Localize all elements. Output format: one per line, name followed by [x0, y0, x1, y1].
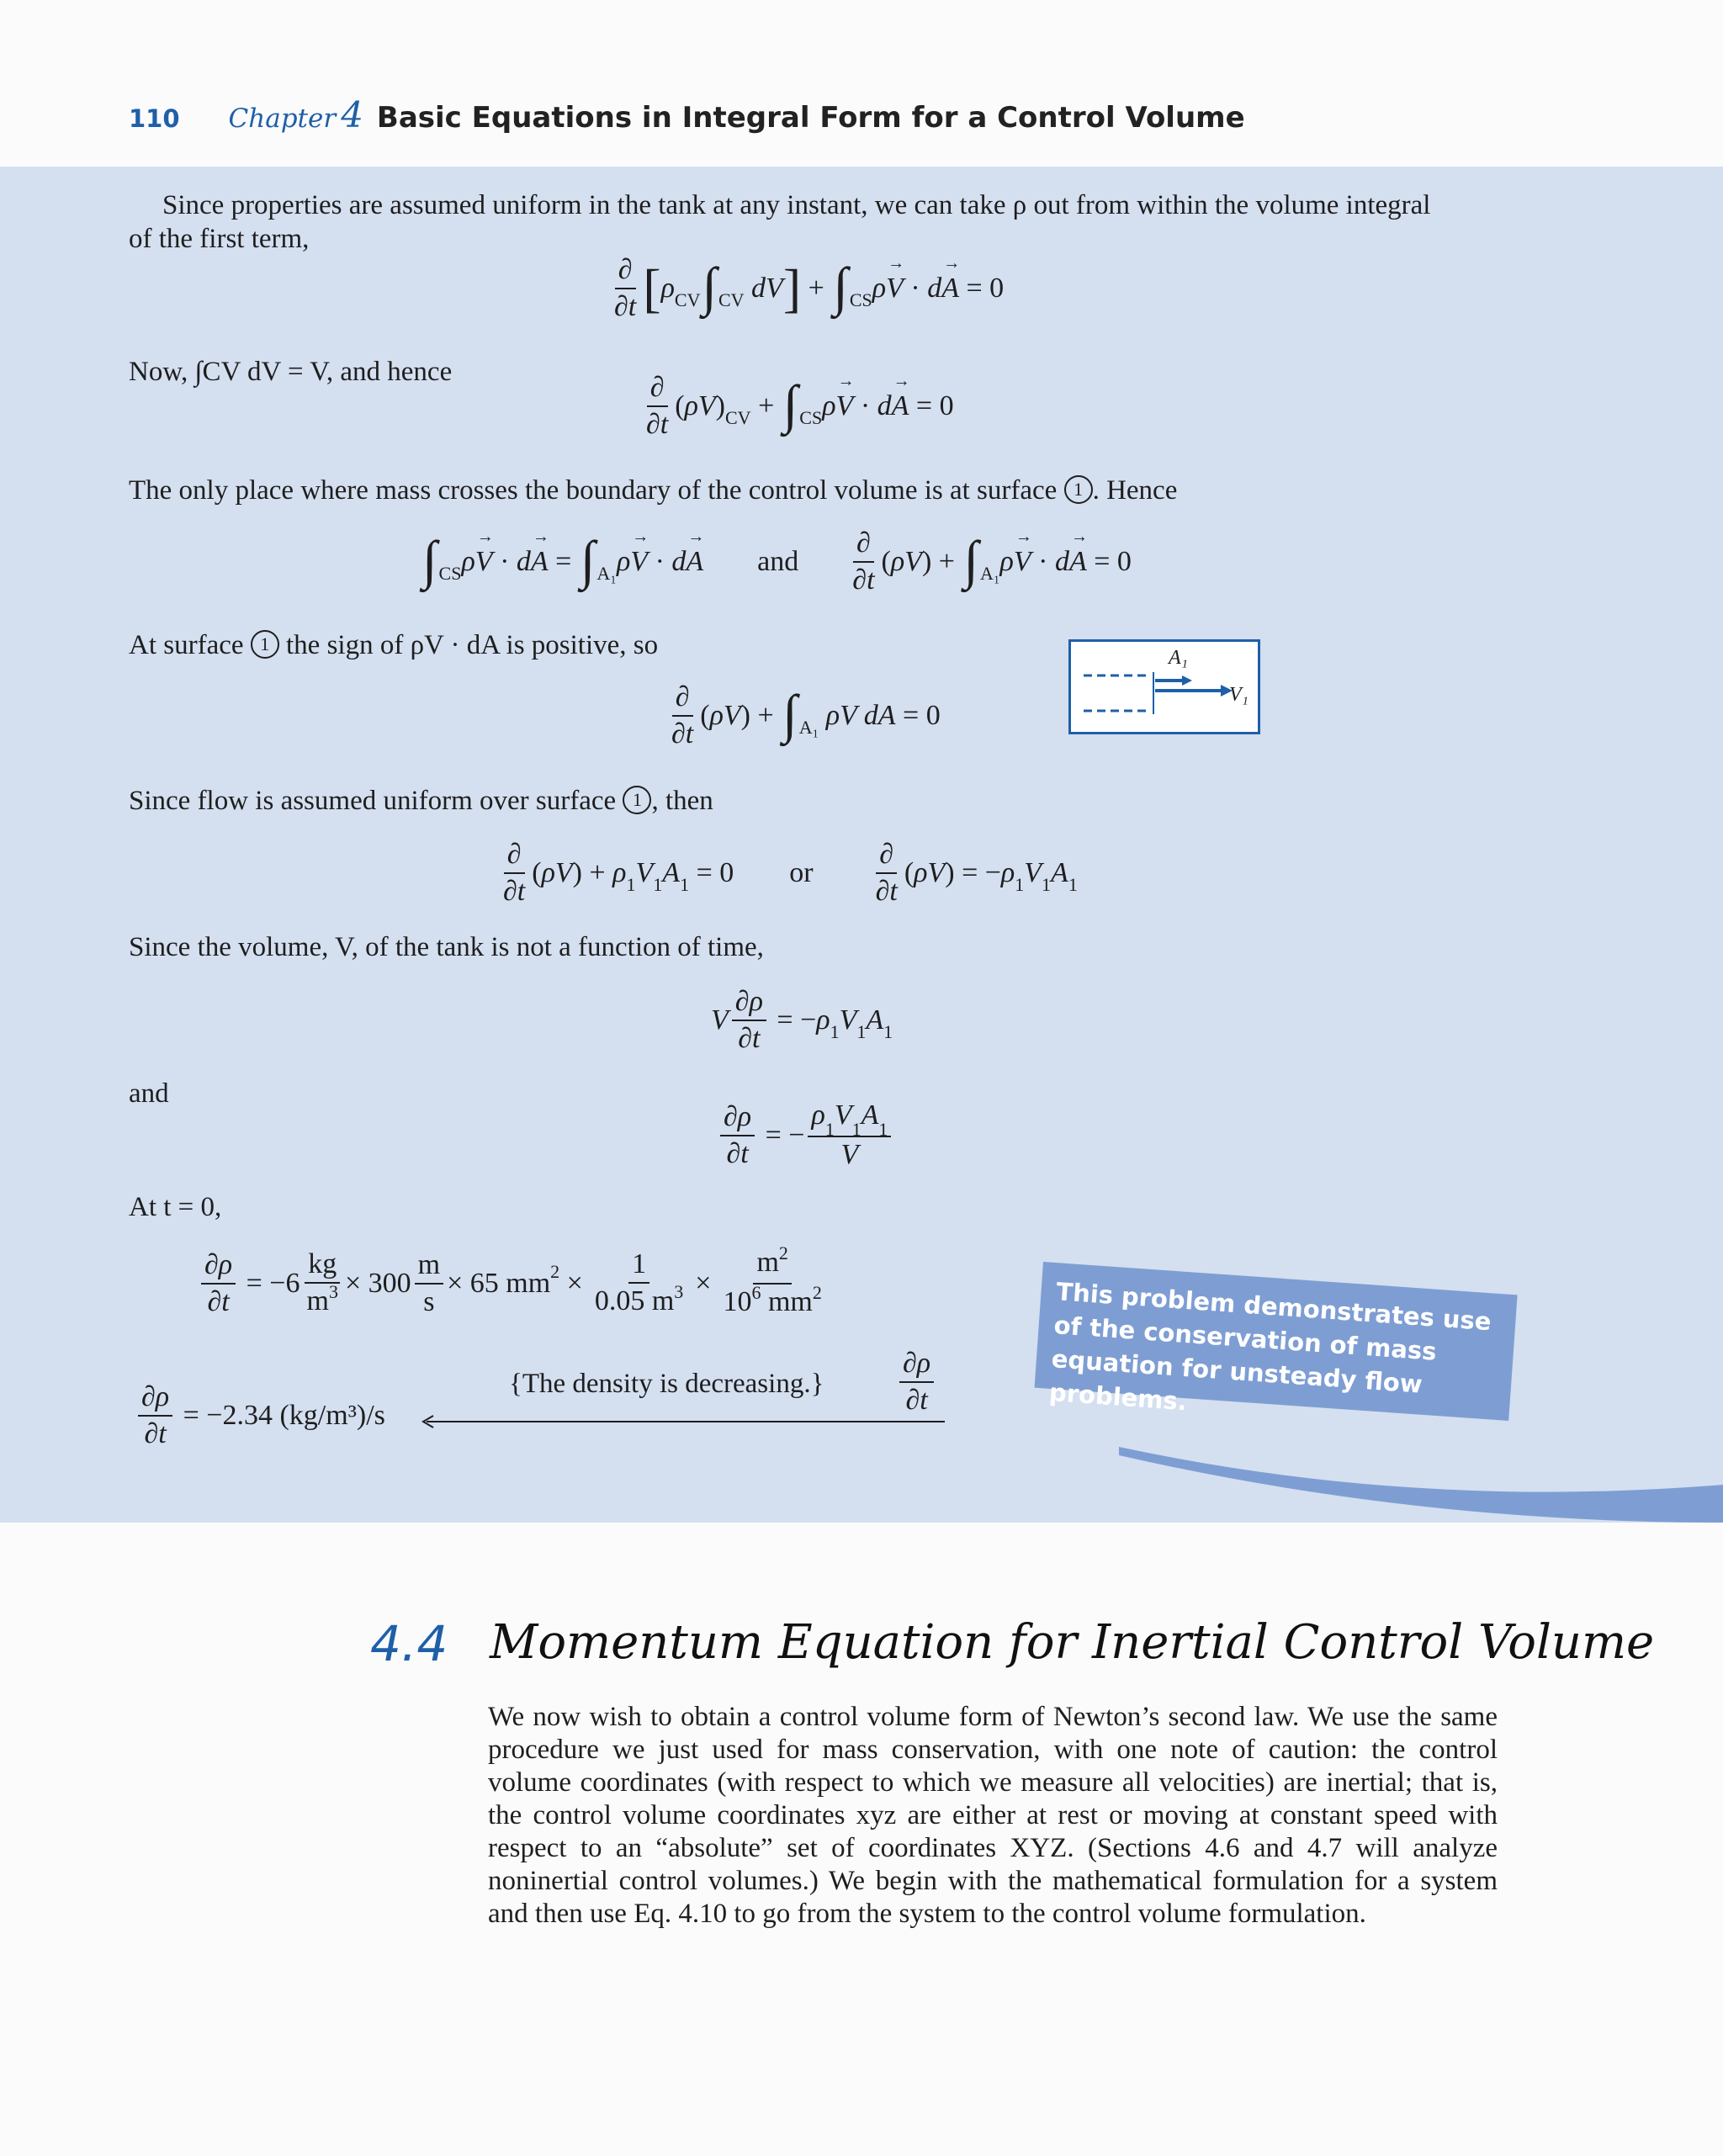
result-arrow-icon: [416, 1413, 946, 1430]
paragraph-sign: At surface 1 the sign of ρV · dA is positive, so: [129, 630, 659, 660]
page-number: 110: [129, 104, 180, 133]
paragraph-initial-time: At t = 0,: [129, 1192, 222, 1222]
section-title: Momentum Equation for Inertial Control Volume: [490, 1615, 1655, 1670]
equation-numeric-substitution: $\frac{\partial\rho}{\partial t}$ = −6 $\frac{kg}{m^3}$ × 300 $\frac{m}{s}$ × 65 mm 2 × $\frac{1}{0.05 m^3}$ × $\frac{m^2}{10^6 mm^2}$: [198, 1245, 834, 1322]
paragraph-volume-constant: Since the volume, V, of the tank is not a function of time,: [129, 932, 764, 962]
section-body: We now wish to obtain a control volume form of Newton’s second law. We use the same procedure we just used for mass conservation, with one note of caution: the control volume coordinates (with respect to which we measure all velocities) are inertial; that is, the control volume coordinates xyz are either at rest or moving at constant speed with respect to an “absolute” set of coordinates XYZ. (Sections 4.6 and 4.7 will analyze noninertial control volumes.) We begin with the mathematical formulation for a system and then use Eq. 4.10 to go from the system to the control volume formulation.: [488, 1702, 1498, 1929]
paragraph-boundary: The only place where mass crosses the boundary of the control volume is at surface 1 . Hence: [129, 475, 1178, 506]
callout-note: This problem demonstrates use of the conservation of mass equation for unsteady flow problems.: [1035, 1262, 1518, 1421]
density-note: {The density is decreasing.}: [509, 1369, 824, 1399]
paragraph-and: and: [129, 1078, 169, 1109]
equation-result: $\frac{\partial\rho}{\partial t}$ = −2.34 (kg/m³)/s: [135, 1380, 385, 1452]
equation-positive-flux: $\frac{\partial}{\partial t}$ ( ρV ) + ∫ A₁ ρV dA = 0: [671, 681, 941, 750]
equation-volume-derivative: V $\frac{\partial\rho}{\partial t}$ = − ρ 1 V 1 A 1: [711, 986, 893, 1054]
equation-continuity-2: $\frac{\partial}{\partial t}$ ( ρV ) CV + ∫ CS ρ → V · d → A = 0: [639, 370, 954, 442]
paragraph-uniform-properties-cont: of the first term,: [129, 224, 310, 254]
result-value: = −2.34 (kg/m³)/s: [183, 1400, 385, 1431]
paragraph-now: Now, ∫CV dV = V, and hence: [129, 357, 453, 387]
paragraph-uniform-flow: Since flow is assumed uniform over surface 1 , then: [129, 786, 713, 816]
section-number: 4.4: [370, 1615, 448, 1672]
running-header: [129, 94, 1245, 136]
equation-mass-balance: $\frac{\partial}{\partial t}$ ( ρV ) + ρ 1 V 1 A 1 = 0 or $\frac{\partial}{\partial t}$ ( ρV ) = − ρ 1 V 1 A 1: [503, 839, 1078, 907]
surface-marker: 1: [1064, 475, 1093, 504]
control-surface-diagram: [1068, 639, 1260, 734]
chapter-title: Basic Equations in Integral Form for a Control Volume: [376, 101, 1245, 135]
velocity-label: V₁: [1229, 684, 1249, 706]
equation-continuity-1: $\frac{\partial}{\partial t}$ [ ρ CV ∫ CV dV ] + ∫ CS ρ → V · d → A = 0: [607, 252, 1004, 325]
paragraph-uniform-properties: Since properties are assumed uniform in the tank at any instant, we can take ρ out from within the volume integral: [162, 190, 1431, 220]
equation-density-rate: $\frac{\partial\rho}{\partial t}$ = − $\frac{\rho_1V_1A_1}{V}$: [717, 1098, 894, 1173]
chapter-label: Chapter: [228, 103, 337, 134]
equation-flux-surface: ∫ CS ρ → V · d → A = ∫ A₁ ρ → V · d → A and $\frac{\partial}{\partial t}$ ( ρV ) + ∫ A₁ ρ → V · d → A = 0: [421, 526, 1132, 598]
area-label: A₁: [1169, 647, 1189, 669]
chapter-number: 4: [341, 94, 363, 135]
note-derivative: $\frac{\partial\rho}{\partial t}$: [896, 1346, 937, 1418]
decorative-swoosh: [1119, 1443, 1723, 1535]
